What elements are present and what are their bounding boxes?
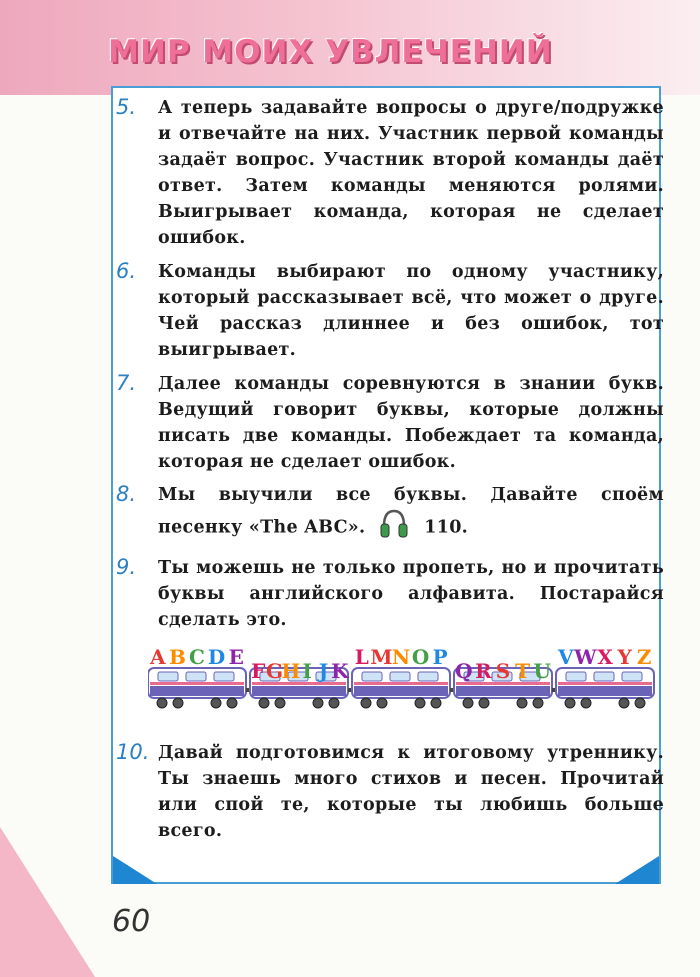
alphabet-train-drawing — [148, 640, 668, 720]
letter-T: T — [515, 659, 531, 683]
letter-U: U — [533, 659, 551, 683]
letter-R: R — [475, 659, 492, 683]
letter-C: C — [189, 645, 205, 669]
letter-H: H — [281, 659, 301, 683]
train-car-3 — [352, 645, 454, 708]
exercise-10 — [116, 740, 672, 844]
letter-L: L — [354, 645, 369, 669]
letter-P: P — [432, 645, 448, 669]
letter-S: S — [495, 659, 511, 683]
exercise-8 — [116, 482, 672, 548]
letter-K: K — [331, 659, 349, 683]
train-car-4 — [454, 659, 556, 708]
exercise-number: 9. — [116, 555, 137, 579]
letter-F: F — [251, 659, 266, 683]
alphabet-train — [148, 640, 668, 720]
section-title: МИР МОИХ УВЛЕЧЕНИЙ — [108, 34, 553, 70]
headphones-icon[interactable] — [380, 508, 408, 548]
frame-corner-right — [615, 856, 659, 884]
letter-M: M — [370, 645, 393, 669]
letter-V: V — [558, 645, 574, 669]
exercise-number: 5. — [116, 95, 137, 119]
page-number: 60 — [112, 904, 151, 939]
train-car-2 — [250, 659, 352, 708]
corner-decoration — [0, 827, 95, 977]
letter-W: W — [574, 645, 597, 669]
exercise-9 — [116, 555, 672, 633]
train-car-5 — [556, 645, 654, 708]
letter-Y: Y — [617, 645, 632, 669]
audio-track-number: 110. — [424, 517, 469, 538]
letter-O: O — [411, 645, 430, 669]
exercise-7 — [116, 371, 672, 475]
letter-N: N — [391, 645, 411, 669]
frame-corner-left — [113, 856, 157, 884]
letter-B: B — [168, 645, 186, 669]
letter-J: J — [318, 659, 329, 683]
exercise-text: Ты можешь не только пропеть, но и прочитать буквы английского алфавита. Постарайся сделать это. — [158, 558, 664, 630]
train-car-1 — [148, 645, 250, 708]
letter-D: D — [207, 645, 226, 669]
letter-I: I — [302, 659, 312, 683]
exercise-6 — [116, 259, 672, 363]
exercise-number: 10. — [116, 740, 150, 764]
exercise-number: 8. — [116, 482, 137, 506]
exercise-text: Команды выбирают по одному участнику, который рассказывает всё, что может о друге. Чей рассказ длиннее и без ошибок, тот выигрывает. — [158, 262, 664, 360]
letter-Z: Z — [636, 645, 652, 669]
exercise-text: Далее команды соревнуются в знании букв. Ведущий говорит буквы, которые должны писать две команды. Побеждает та команда, которая не сделает ошибок. — [158, 374, 664, 472]
letter-A: A — [150, 645, 166, 669]
letter-X: X — [597, 645, 613, 669]
letter-G: G — [265, 659, 284, 683]
letter-E: E — [228, 645, 244, 669]
letter-Q: Q — [455, 659, 473, 683]
exercise-text: Мы выучили все буквы. Давайте споём песенку «The ABC». — [158, 485, 664, 538]
exercise-text: Давай подготовимся к итоговому утреннику. Ты знаешь много стихов и песен. Прочитай или спой те, которые ты любишь больше всего. — [158, 743, 664, 841]
exercise-number: 7. — [116, 371, 137, 395]
exercise-5 — [116, 95, 672, 251]
exercise-number: 6. — [116, 259, 137, 283]
exercise-text: А теперь задавайте вопросы о друге/подружке и отвечайте на них. Участник первой команды задаёт вопрос. Участник второй команды даёт ответ. Затем команды меняются ролями. Выигрывает команда, которая не сделает ошибок. — [158, 98, 664, 248]
